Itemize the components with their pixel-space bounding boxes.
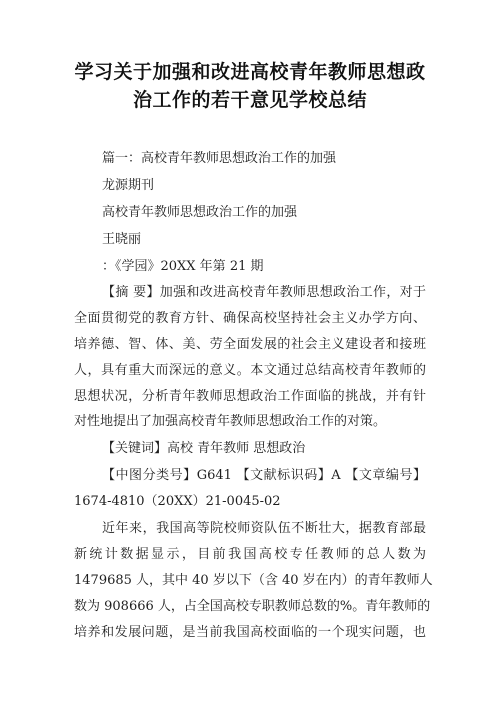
source-line: 龙源期刊 <box>102 178 155 193</box>
abstract-line: 对性地提出了加强高校青年教师思想政治工作的对策。 <box>74 414 387 429</box>
body-line: 新统计数据显示，目前我国高校专任教师的总人数为 <box>74 547 426 562</box>
body-line: 数为 908666 人，占全国高校专职教师总数的%。青年教师的 <box>74 599 431 614</box>
abstract-line: 人，具有重大而深远的意义。本文通过总结高校青年教师的 <box>74 363 426 378</box>
abstract-line: 培养德、智、体、美、劳全面发展的社会主义建设者和接班 <box>74 337 426 352</box>
author-line: 王晓丽 <box>102 232 142 247</box>
body-line: 近年来，我国高等院校师资队伍不断壮大，据教育部最 <box>102 521 426 536</box>
article-title: 高校青年教师思想政治工作的加强 <box>102 205 298 220</box>
classification-line-1: 【中图分类号】G641 【文献标识码】A 【文章编号】 <box>102 468 426 483</box>
abstract-line: 思想状况，分析青年教师思想政治工作面临的挑战，并有针 <box>74 389 426 404</box>
abstract-line: 【摘 要】加强和改进高校青年教师思想政治工作，对于 <box>102 285 426 300</box>
chapter-heading: 篇一：高校青年教师思想政治工作的加强 <box>102 151 337 166</box>
abstract-line: 全面贯彻党的教育方针、确保高校坚持社会主义办学方向、 <box>74 311 426 326</box>
body-line: 1479685 人，其中 40 岁以下（含 40 岁在内）的青年教师人 <box>74 573 433 588</box>
journal-line: ：《学园》20XX 年第 21 期 <box>102 259 264 274</box>
document-title-line-2: 治工作的若干意见学校总结 <box>132 89 367 111</box>
document-title-line-1: 学习关于加强和改进高校青年教师思想政 <box>74 61 426 83</box>
body-line: 培养和发展问题，是当前我国高校面临的一个现实问题，也 <box>74 625 426 640</box>
keywords-line: 【关键词】高校 青年教师 思想政治 <box>102 441 306 456</box>
classification-line-2: 1674-4810（20XX）21-0045-02 <box>74 494 281 509</box>
